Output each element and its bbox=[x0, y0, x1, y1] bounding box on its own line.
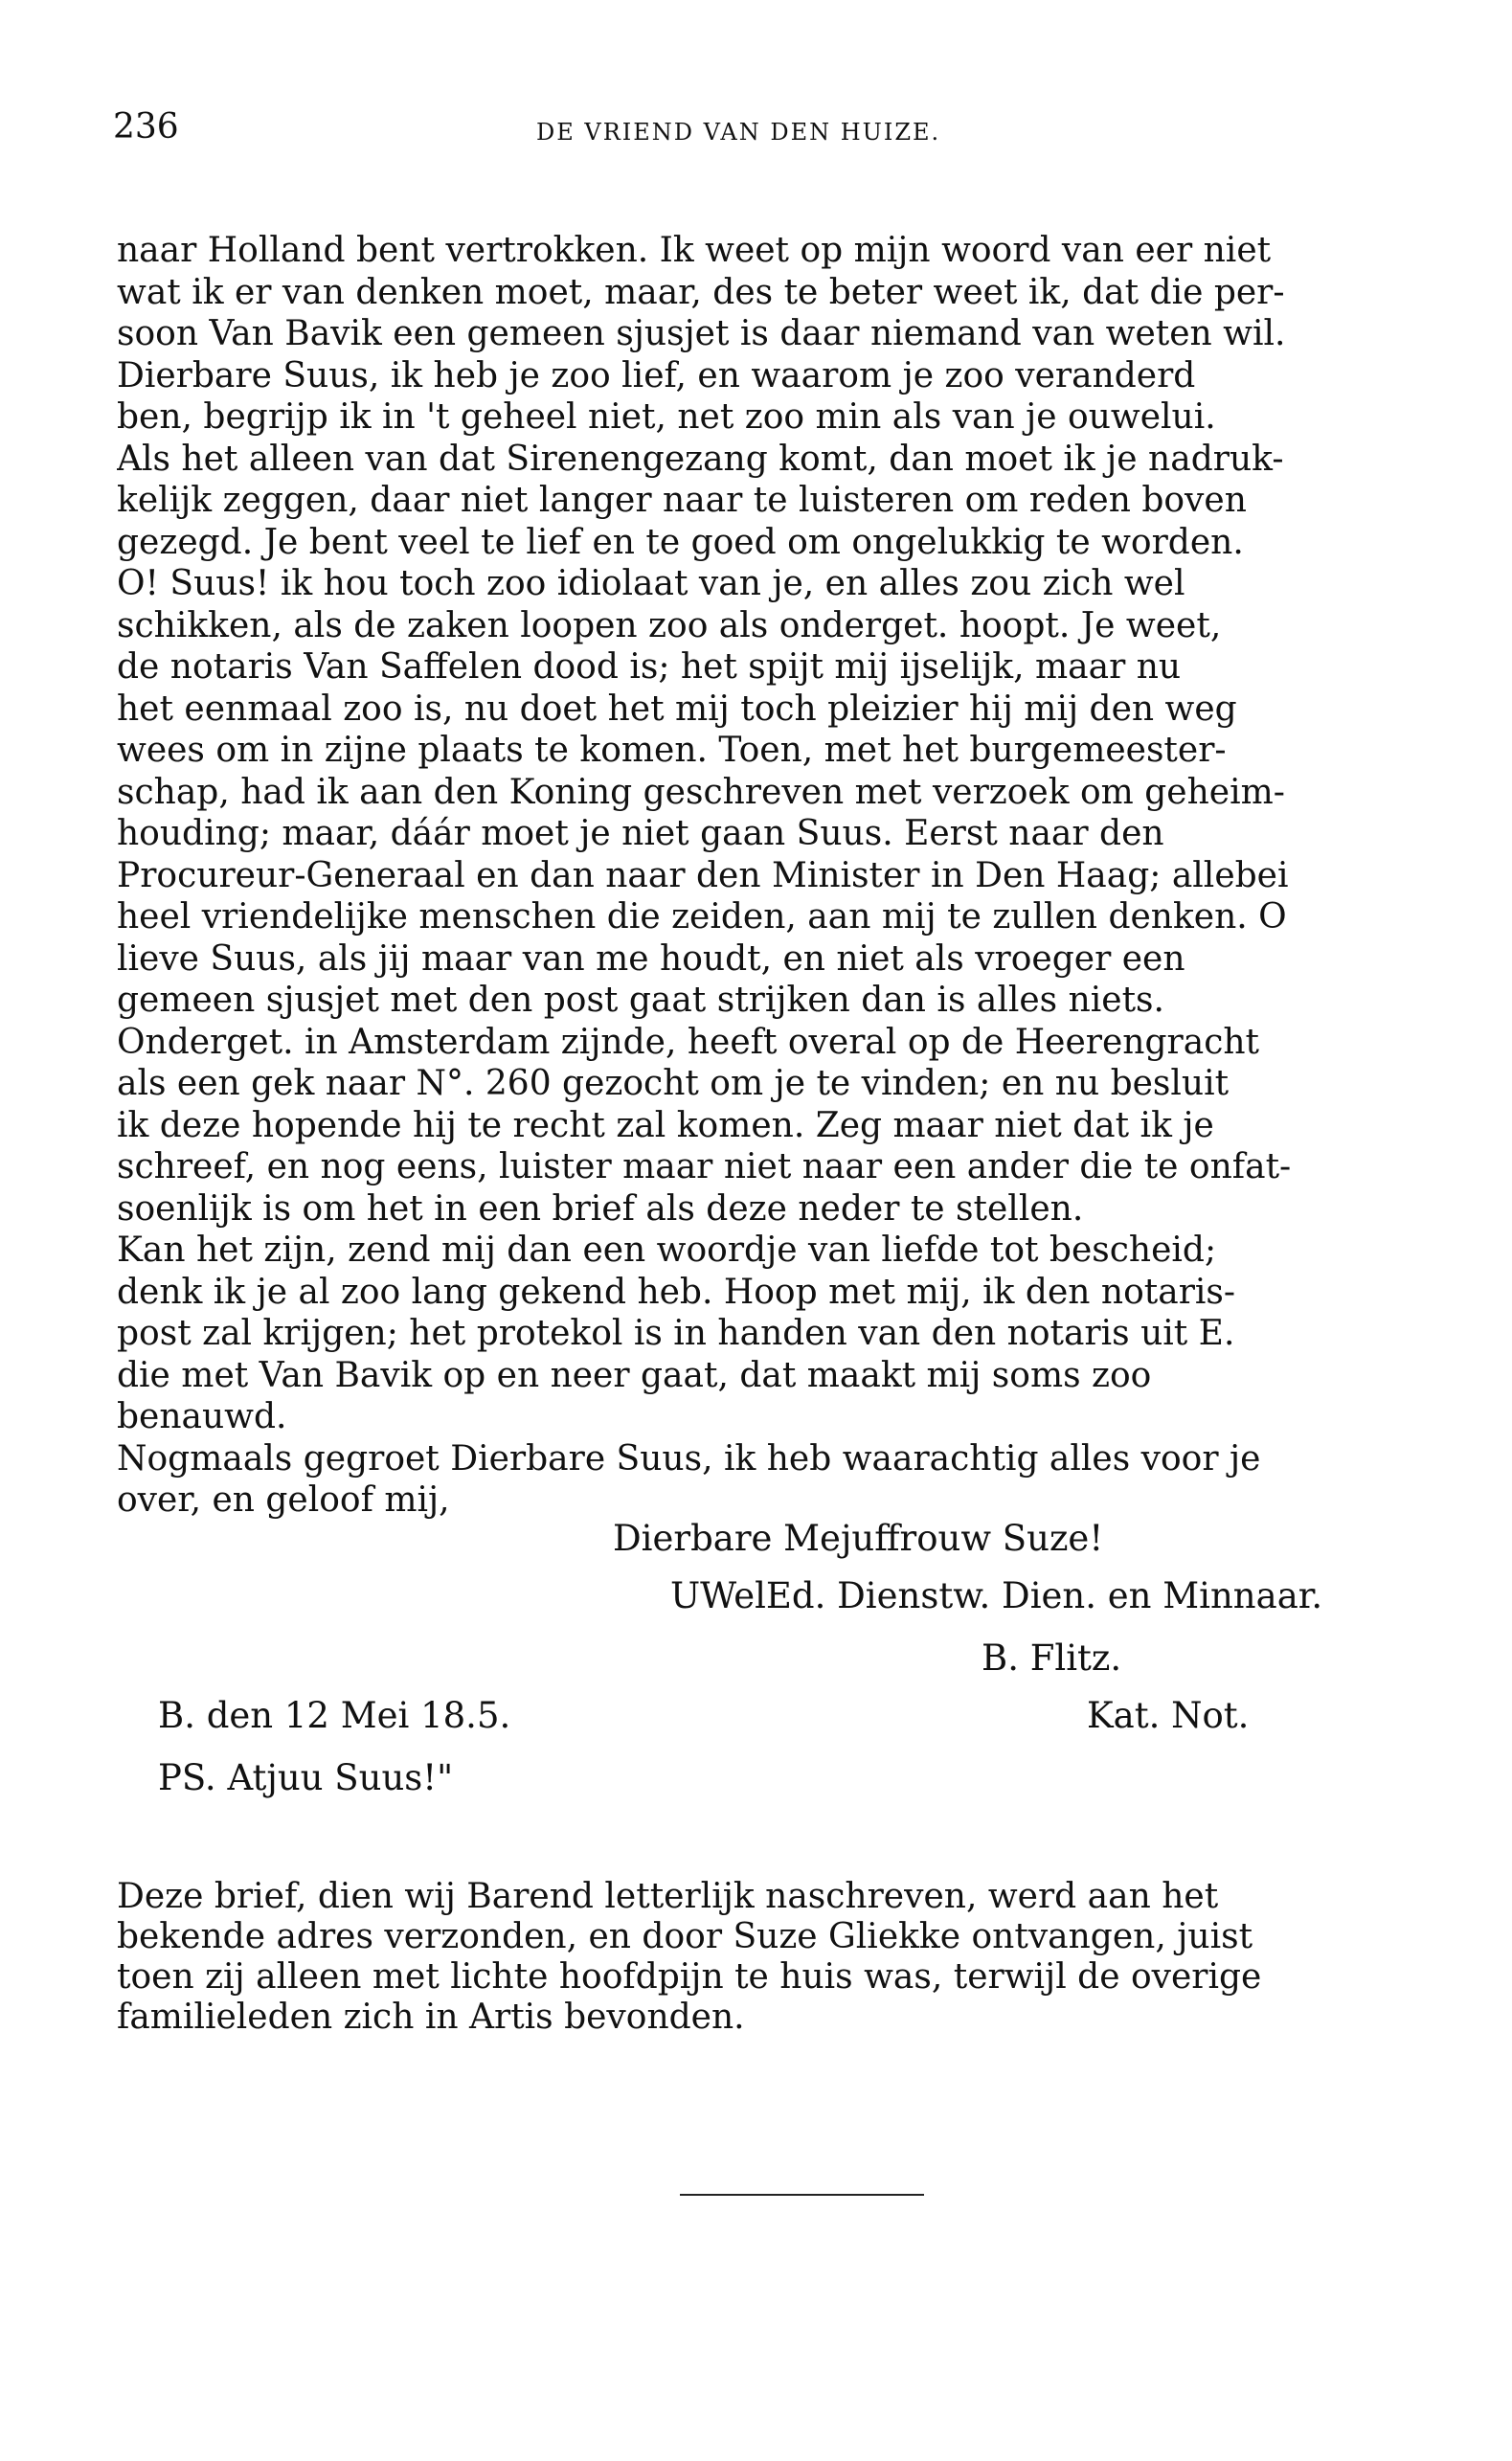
running-head bbox=[113, 107, 1482, 155]
page-number: 236 bbox=[113, 107, 179, 147]
signature-servant: UWelEd. Dienstw. Dien. en Minnaar. bbox=[670, 1575, 1323, 1616]
text-line: denk ik je al zoo lang gekend heb. Hoop met mij, ik den notaris- bbox=[117, 1272, 1236, 1312]
text-line: soon Van Bavik een gemeen sjusjet is daar niemand van weten wil. bbox=[117, 314, 1286, 353]
signature-title: Kat. Not. bbox=[1087, 1695, 1250, 1736]
postscript: PS. Atjuu Suus!" bbox=[158, 1757, 454, 1798]
text-line: ik deze hopende hij te recht zal komen. Zeg maar niet dat ik je bbox=[117, 1105, 1214, 1145]
text-line: post zal krijgen; het protekol is in handen van den notaris uit E. bbox=[117, 1314, 1235, 1353]
text-line: lieve Suus, als jij maar van me houdt, en niet als vroeger een bbox=[117, 938, 1185, 979]
text-line: schap, had ik aan den Koning geschreven met verzoek om geheim- bbox=[117, 772, 1285, 812]
text-line: O! Suus! ik hou toch zoo idiolaat van je, en alles zou zich wel bbox=[117, 564, 1185, 603]
text-line: over, en geloof mij, bbox=[117, 1480, 450, 1520]
text-line: het eenmaal zoo is, nu doet het mij toch pleizier hij mij den weg bbox=[117, 689, 1237, 729]
text-line: de notaris Van Saffelen dood is; het spijt mij ijselijk, maar nu bbox=[117, 647, 1182, 687]
text-line: wat ik er van denken moet, maar, des te beter weet ik, dat die per- bbox=[117, 272, 1285, 312]
signature-salutation: Dierbare Mejuffrouw Suze! bbox=[613, 1518, 1104, 1559]
text-line: kelijk zeggen, daar niet langer naar te luisteren om reden boven bbox=[117, 481, 1247, 520]
text-line: toen zij alleen met lichte hoofdpijn te huis was, terwijl de overige bbox=[117, 1957, 1262, 1997]
text-line: houding; maar, dáár moet je niet gaan Suus. Eerst naar den bbox=[117, 814, 1164, 853]
text-line: schreef, en nog eens, luister maar niet naar een ander die te onfat- bbox=[117, 1147, 1292, 1186]
text-line: heel vriendelijke menschen die zeiden, aan mij te zullen denken. O bbox=[117, 897, 1287, 937]
text-line: ben, begrijp ik in 't geheel niet, net zoo min als van je ouwelui. bbox=[117, 397, 1216, 437]
text-line: als een gek naar N°. 260 gezocht om je te vinden; en nu besluit bbox=[117, 1064, 1230, 1103]
section-divider bbox=[680, 2194, 924, 2196]
text-line: Nogmaals gegroet Dierbare Suus, ik heb waarachtig alles voor je bbox=[117, 1438, 1261, 1479]
text-line: bekende adres verzonden, en door Suze Gliekke ontvangen, juist bbox=[117, 1917, 1253, 1956]
signature-name: B. Flitz. bbox=[982, 1637, 1122, 1679]
text-line: benauwd. bbox=[117, 1397, 287, 1436]
text-line: schikken, als de zaken loopen zoo als onderget. hoopt. Je weet, bbox=[117, 605, 1222, 645]
text-line: Deze brief, dien wij Barend letterlijk naschreven, werd aan het bbox=[117, 1877, 1219, 1916]
letter-body bbox=[117, 230, 1505, 1522]
text-line: Procureur-Generaal en dan naar den Minister in Den Haag; allebei bbox=[117, 855, 1289, 895]
text-line: Onderget. in Amsterdam zijnde, heeft overal op de Heerengracht bbox=[117, 1022, 1260, 1062]
text-line: die met Van Bavik op en neer gaat, dat maakt mij soms zoo bbox=[117, 1355, 1152, 1395]
text-line: Dierbare Suus, ik heb je zoo lief, en waarom je zoo veranderd bbox=[117, 355, 1196, 395]
text-line: Kan het zijn, zend mij dan een woordje van liefde tot bescheid; bbox=[117, 1230, 1217, 1270]
signature-date: B. den 12 Mei 18.5. bbox=[158, 1695, 511, 1736]
text-line: wees om in zijne plaats te komen. Toen, met het burgemeester- bbox=[117, 731, 1227, 770]
text-line: naar Holland bent vertrokken. Ik weet op mijn woord van eer niet bbox=[117, 231, 1272, 270]
text-line: gemeen sjusjet met den post gaat strijken dan is alles niets. bbox=[117, 981, 1164, 1020]
text-line: Als het alleen van dat Sirenengezang komt, dan moet ik je nadruk- bbox=[117, 439, 1284, 479]
text-line: familieleden zich in Artis bevonden. bbox=[117, 1998, 745, 2037]
text-line: gezegd. Je bent veel te lief en te goed om ongelukkig te worden. bbox=[117, 522, 1244, 562]
closing-paragraph bbox=[117, 1877, 1505, 2038]
running-title: DE VRIEND VAN DEN HUIZE. bbox=[536, 119, 941, 146]
text-line: soenlijk is om het in een brief als deze neder te stellen. bbox=[117, 1188, 1084, 1229]
